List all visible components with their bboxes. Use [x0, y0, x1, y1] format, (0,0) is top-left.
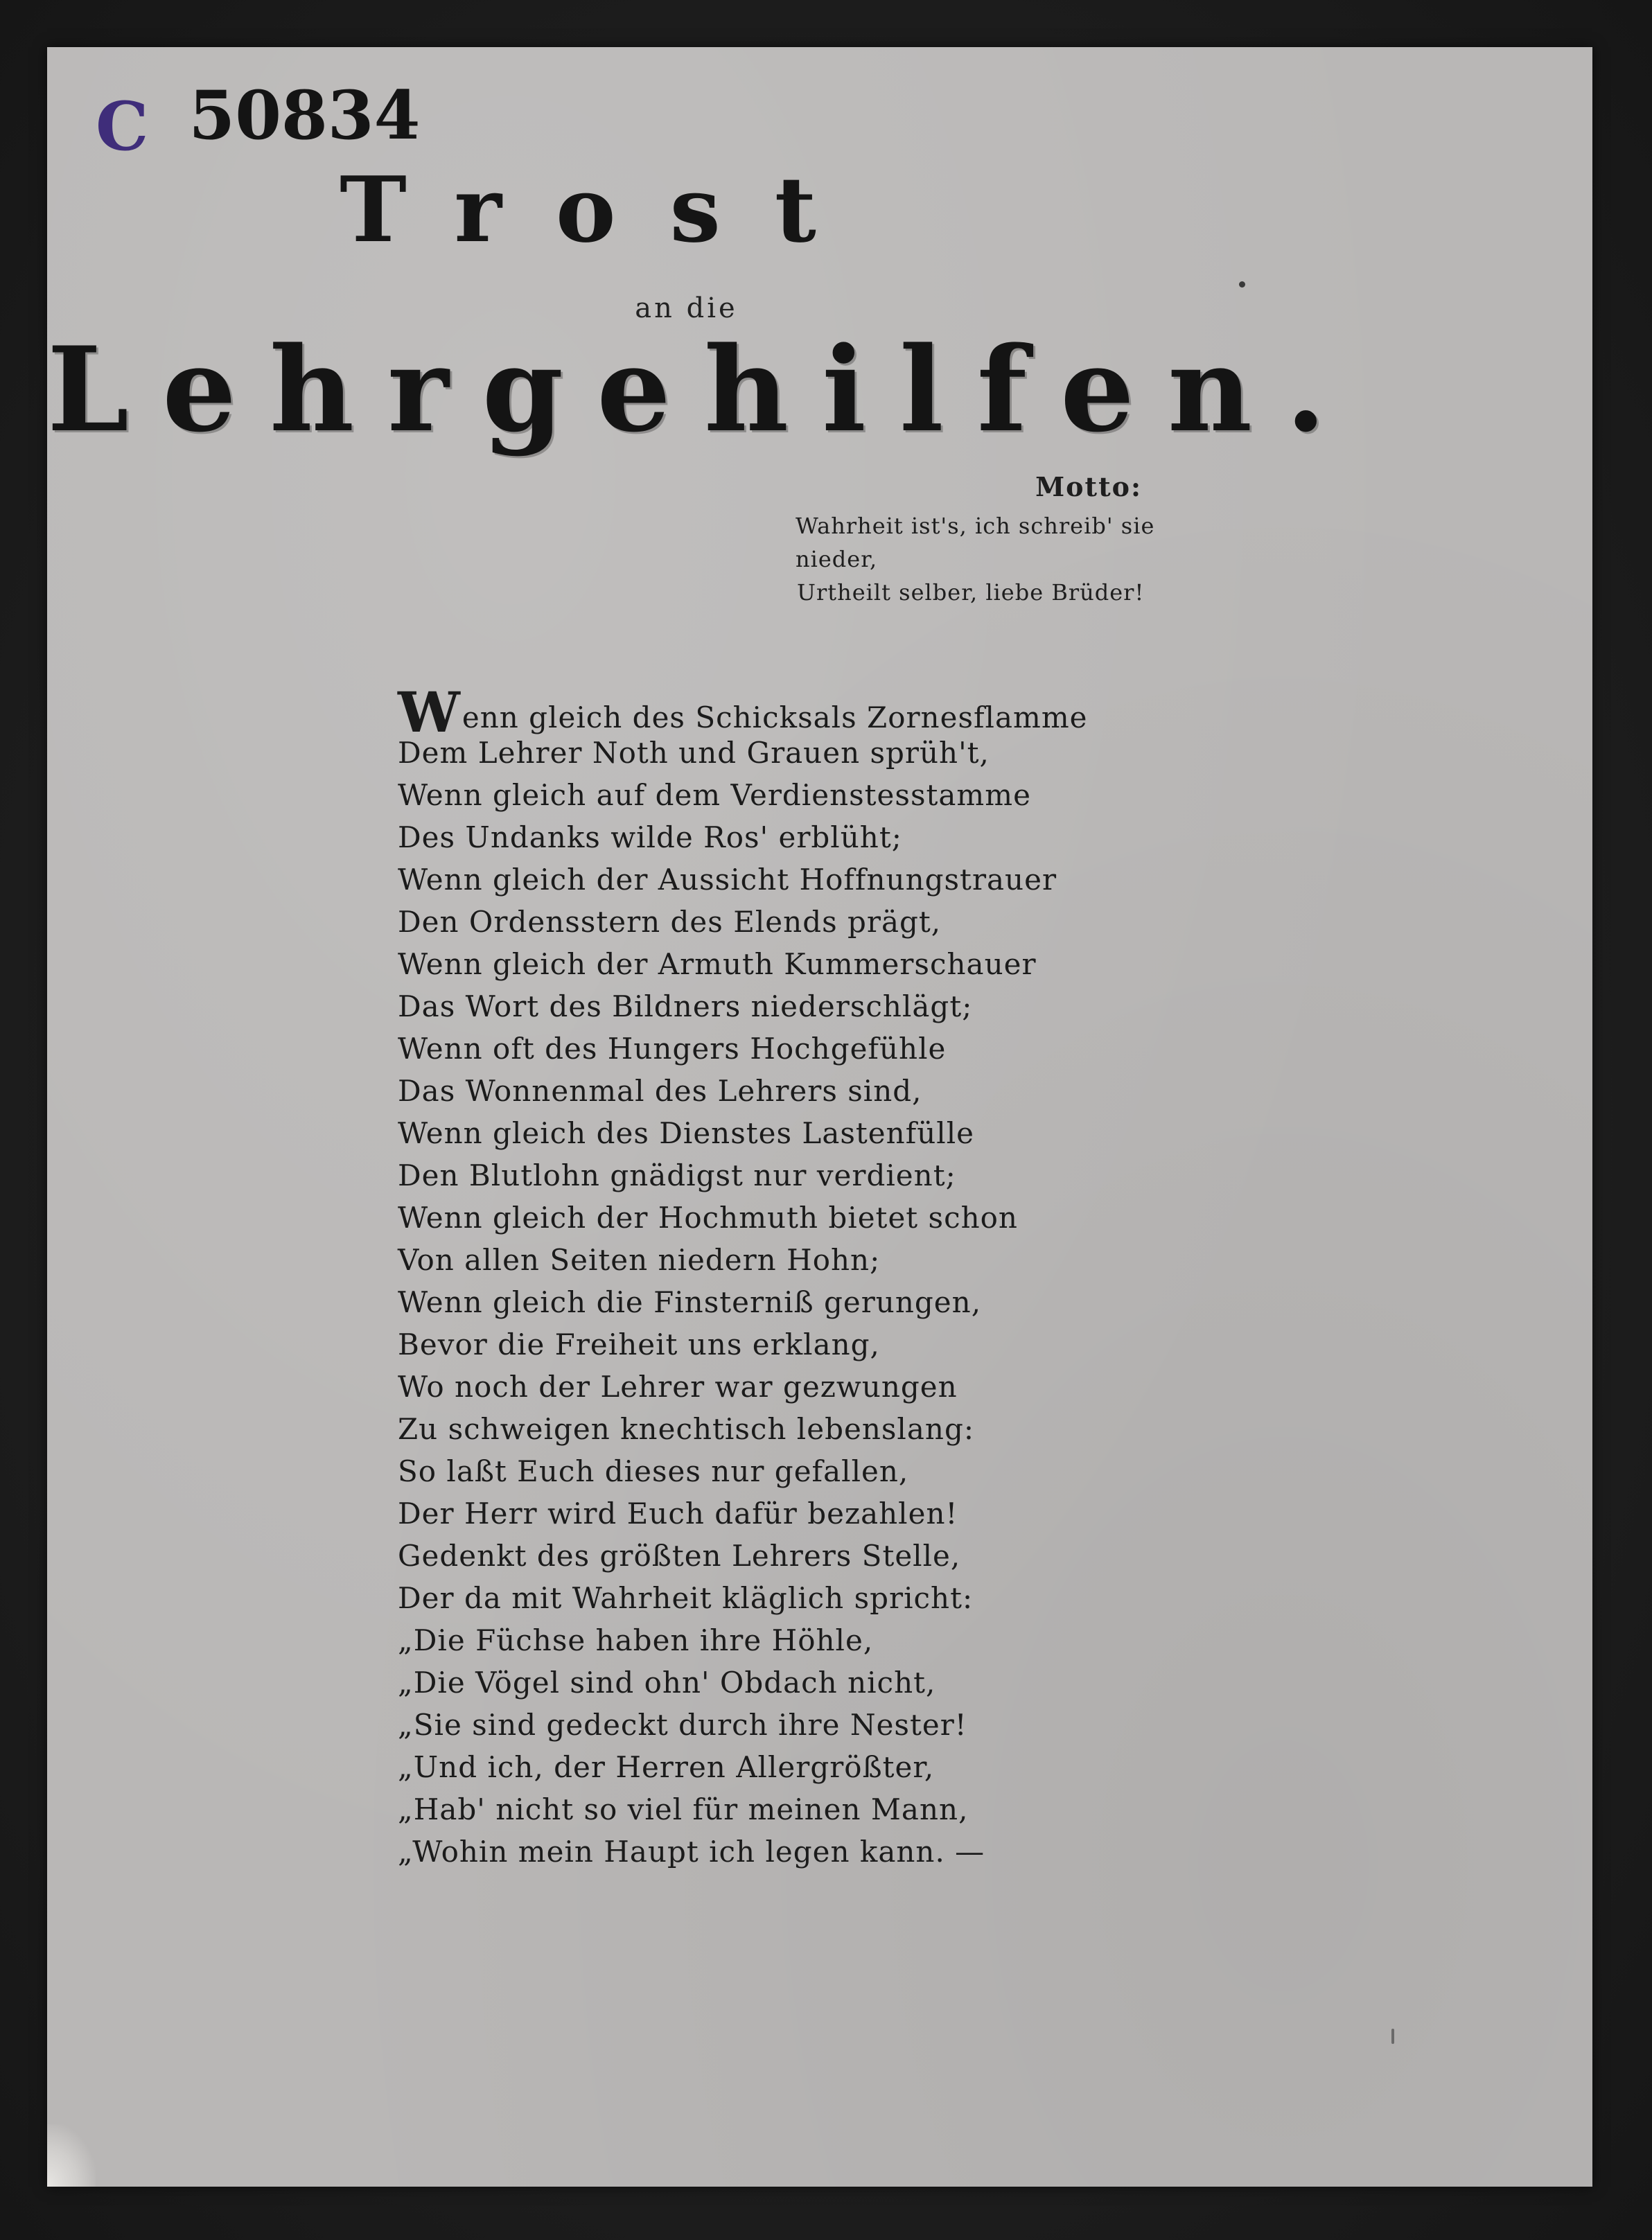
poem-line: Den Ordensstern des Elends prägt,: [398, 905, 942, 939]
poem-line: Das Wort des Bildners niederschlägt;: [398, 989, 973, 1023]
document-page: [47, 47, 1592, 2187]
poem-line: Wenn gleich der Hochmuth bietet schon: [398, 1201, 1018, 1235]
motto-label: Motto:: [1035, 471, 1142, 502]
page-title: Trost: [340, 157, 870, 263]
poem-line-first: [398, 680, 1160, 745]
drop-cap: W: [398, 680, 461, 745]
poem: [398, 680, 1160, 1873]
poem-line: „Hab' nicht so viel für meinen Mann,: [398, 1792, 969, 1826]
poem-line: Wenn gleich die Finsterniß gerungen,: [398, 1285, 982, 1319]
poem-line: Wo noch der Lehrer war gezwungen: [398, 1370, 958, 1404]
poem-line: Wenn gleich der Aussicht Hoffnungstrauer: [398, 863, 1057, 897]
poem-line: „Die Füchse haben ihre Höhle,: [398, 1623, 874, 1657]
poem-line: Das Wonnenmal des Lehrers sind,: [398, 1074, 922, 1108]
poem-line-text: enn gleich des Schicksals Zornesflamme: [462, 700, 1088, 734]
poem-line: „Sie sind gedeckt durch ihre Nester!: [398, 1708, 967, 1742]
shelfmark-letter: C: [96, 87, 149, 166]
poem-line: Wenn gleich der Armuth Kummerschauer: [398, 947, 1037, 981]
paper-speck: [1239, 281, 1245, 288]
shelfmark-number: 50834: [188, 76, 421, 155]
poem-line: Wenn oft des Hungers Hochgefühle: [398, 1032, 947, 1066]
poem-line: Gedenkt des größten Lehrers Stelle,: [398, 1539, 961, 1573]
poem-line: Dem Lehrer Noth und Grauen sprüh't,: [398, 736, 990, 770]
poem-line: „Die Vögel sind ohn' Obdach nicht,: [398, 1666, 936, 1700]
poem-line: Den Blutlohn gnädigst nur verdient;: [398, 1158, 956, 1192]
poem-line: Wenn gleich des Dienstes Lastenfülle: [398, 1116, 975, 1150]
poem-line: Von allen Seiten niedern Hohn;: [398, 1243, 881, 1277]
paper-speck: [1391, 2029, 1394, 2044]
paper-corner-wear: [47, 2124, 96, 2187]
poem-line: „Wohin mein Haupt ich legen kann. —: [398, 1835, 985, 1869]
shelfmark-stamp: [96, 76, 421, 166]
motto-block: [796, 471, 1225, 609]
poem-line: Wenn gleich auf dem Verdienstesstamme: [398, 778, 1031, 812]
poem-line: Der Herr wird Euch dafür bezahlen!: [398, 1497, 958, 1531]
poem-line: Zu schweigen knechtisch lebenslang:: [398, 1412, 974, 1446]
poem-line: Der da mit Wahrheit kläglich spricht:: [398, 1581, 974, 1615]
headline: Lehrgehilfen.: [47, 321, 1360, 458]
poem-line: Des Undanks wilde Ros' erblüht;: [398, 820, 902, 854]
poem-line: So laßt Euch dieses nur gefallen,: [398, 1454, 909, 1488]
motto-line: Wahrheit ist's, ich schreib' sie nieder,: [796, 513, 1155, 572]
poem-line: Bevor die Freiheit uns erklang,: [398, 1328, 880, 1361]
motto-line: Urtheilt selber, liebe Brüder!: [797, 579, 1145, 606]
poem-line: „Und ich, der Herren Allergrößter,: [398, 1750, 935, 1784]
subtitle: an die: [635, 292, 738, 324]
